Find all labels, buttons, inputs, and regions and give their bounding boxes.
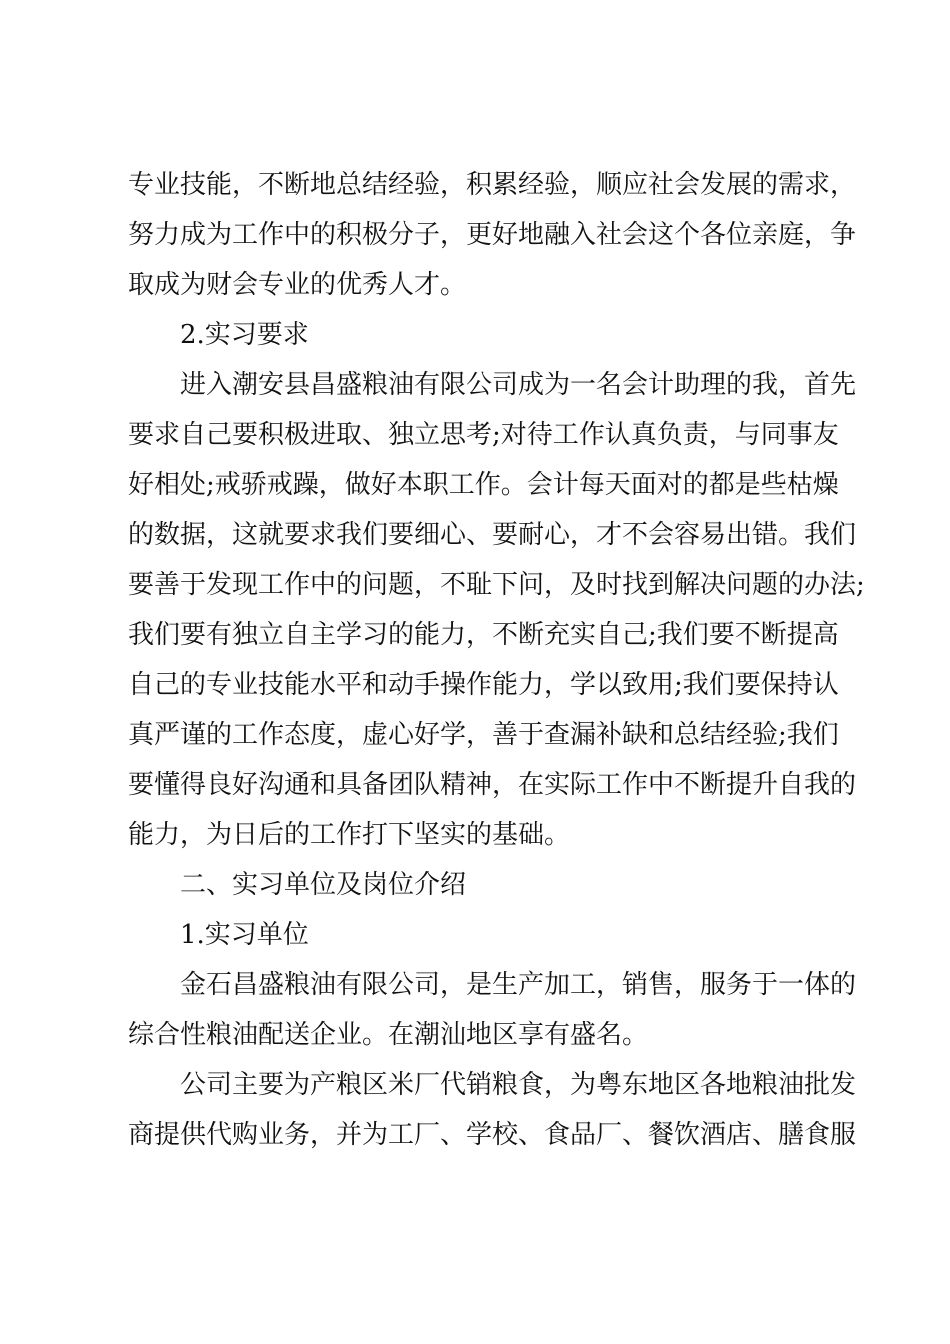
text-line: 要懂得良好沟通和具备团队精神，在实际工作中不断提升自我的 (128, 770, 857, 800)
text-line: 我们要有独立自主学习的能力，不断充实自己;我们要不断提高 (128, 620, 839, 650)
text-line: 真严谨的工作态度，虚心好学，善于查漏补缺和总结经验;我们 (128, 720, 839, 750)
text-line: 自己的专业技能水平和动手操作能力，学以致用;我们要保持认 (128, 670, 839, 700)
paragraph-company-business (128, 1060, 857, 1160)
text-line: 的数据，这就要求我们要细心、要耐心，才不会容易出错。我们 (128, 520, 857, 550)
paragraph-company-intro (128, 960, 857, 1060)
text-line: 要求自己要积极进取、独立思考;对待工作认真负责，与同事友 (128, 420, 839, 450)
text-line: 能力，为日后的工作打下坚实的基础。 (128, 820, 571, 850)
text-line: 取成为财会专业的优秀人才。 (128, 270, 467, 300)
text-line: 专业技能，不断地总结经验，积累经验，顺应社会发展的需求， (128, 170, 857, 200)
heading-text: 2.实习要求 (180, 320, 309, 350)
text-line: 金石昌盛粮油有限公司，是生产加工，销售，服务于一体的 (180, 970, 857, 1000)
text-line: 要善于发现工作中的问题，不耻下问，及时找到解决问题的办法; (128, 570, 865, 600)
text-line: 进入潮安县昌盛粮油有限公司成为一名会计助理的我，首先 (180, 370, 857, 400)
text-line: 综合性粮油配送企业。在潮汕地区享有盛名。 (128, 1020, 649, 1050)
section-heading-unit-and-position (128, 860, 834, 910)
paragraph-requirements (128, 360, 865, 860)
paragraph-intro-end (128, 160, 857, 310)
text-line: 商提供代购业务，并为工厂、学校、食品厂、餐饮酒店、膳食服 (128, 1120, 857, 1150)
section-heading-unit (128, 910, 834, 960)
document-page (128, 160, 865, 1160)
section-heading-requirements (128, 310, 834, 360)
text-line: 努力成为工作中的积极分子，更好地融入社会这个各位亲庭，争 (128, 220, 857, 250)
heading-text: 1.实习单位 (180, 920, 309, 950)
heading-text: 二、实习单位及岗位介绍 (180, 870, 467, 900)
text-line: 好相处;戒骄戒躁，做好本职工作。会计每天面对的都是些枯燥 (128, 470, 839, 500)
text-line: 公司主要为产粮区米厂代销粮食，为粤东地区各地粮油批发 (180, 1070, 857, 1100)
